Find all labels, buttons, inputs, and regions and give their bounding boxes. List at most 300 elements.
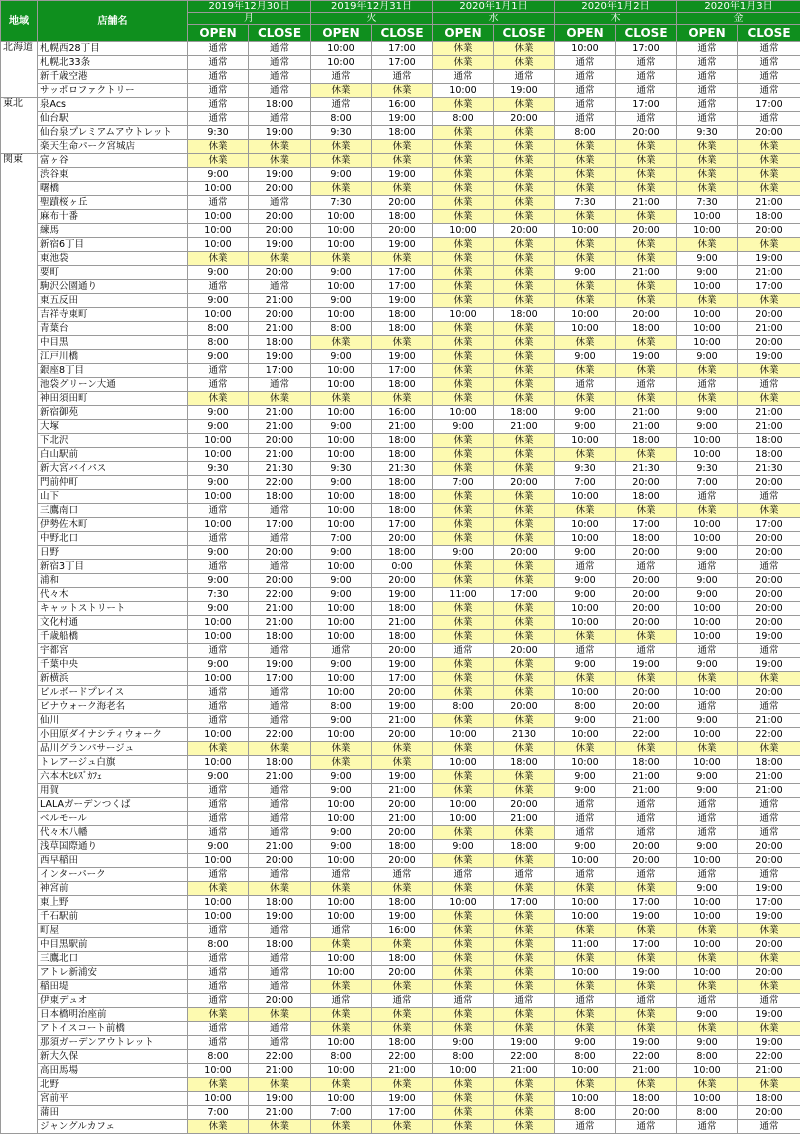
open-time-cell: 9:00	[188, 658, 249, 672]
close-time-cell: 18:00	[372, 476, 433, 490]
close-time-cell: 20:00	[616, 700, 677, 714]
close-time-cell: 17:00	[372, 280, 433, 294]
table-row	[1, 1078, 800, 1092]
open-time-cell: 10:00	[555, 322, 616, 336]
open-time-cell: 休業	[433, 518, 494, 532]
close-time-cell: 休業	[616, 154, 677, 168]
open-time-cell: 9:00	[677, 574, 738, 588]
close-time-cell: 20:00	[249, 224, 311, 238]
open-time-cell: 通常	[188, 812, 249, 826]
close-time-cell: 通常	[738, 56, 800, 70]
close-time-cell: 休業	[616, 280, 677, 294]
close-time-cell: 19:00	[249, 1092, 311, 1106]
open-time-cell: 休業	[677, 742, 738, 756]
open-time-cell: 休業	[433, 98, 494, 112]
open-time-cell: 9:00	[433, 1036, 494, 1050]
store-name-cell: 千葉中央	[38, 658, 188, 672]
close-time-cell: 20:00	[372, 798, 433, 812]
store-name-cell: 代々木	[38, 588, 188, 602]
close-time-cell: 18:00	[249, 630, 311, 644]
open-time-cell: 10:00	[433, 406, 494, 420]
store-name-cell: 東上野	[38, 896, 188, 910]
close-time-cell: 19:00	[372, 294, 433, 308]
open-time-cell: 通常	[188, 784, 249, 798]
open-time-cell: 9:00	[555, 714, 616, 728]
table-row	[1, 756, 800, 770]
close-time-cell: 20:00	[738, 616, 800, 630]
open-time-cell: 9:00	[555, 840, 616, 854]
open-time-cell: 10:00	[188, 896, 249, 910]
open-time-cell: 通常	[555, 560, 616, 574]
close-time-cell: 19:00	[738, 1008, 800, 1022]
open-time-cell: 休業	[433, 392, 494, 406]
close-time-cell: 休業	[372, 182, 433, 196]
open-time-cell: 10:00	[433, 728, 494, 742]
table-row	[1, 602, 800, 616]
close-time-cell: 18:00	[494, 840, 555, 854]
close-time-cell: 18:00	[372, 308, 433, 322]
table-row	[1, 490, 800, 504]
open-time-cell: 通常	[677, 378, 738, 392]
open-time-cell: 通常	[311, 644, 372, 658]
close-time-cell: 17:00	[494, 896, 555, 910]
open-time-cell: 10:00	[677, 630, 738, 644]
store-name-cell: 伊勢佐木町	[38, 518, 188, 532]
open-time-cell: 通常	[677, 868, 738, 882]
close-time-cell: 19:00	[616, 910, 677, 924]
close-time-cell: 20:00	[738, 840, 800, 854]
open-time-cell: 9:00	[677, 770, 738, 784]
open-time-cell: 10:00	[311, 910, 372, 924]
close-time-cell: 20:00	[738, 686, 800, 700]
open-time-cell: 休業	[433, 168, 494, 182]
day-date-header: 2020年1月3日	[677, 1, 800, 13]
open-header: OPEN	[188, 25, 249, 42]
open-time-cell: 休業	[555, 672, 616, 686]
close-time-cell: 18:00	[616, 322, 677, 336]
open-time-cell: 10:00	[311, 42, 372, 56]
open-time-cell: 10:00	[433, 798, 494, 812]
open-time-cell: 休業	[555, 742, 616, 756]
open-time-cell: 通常	[677, 112, 738, 126]
close-time-cell: 21:00	[738, 770, 800, 784]
close-time-cell: 19:00	[616, 350, 677, 364]
open-time-cell: 9:30	[555, 462, 616, 476]
close-time-cell: 休業	[494, 168, 555, 182]
open-time-cell: 10:00	[555, 224, 616, 238]
open-time-cell: 休業	[188, 252, 249, 266]
open-time-cell: 9:00	[677, 1036, 738, 1050]
close-time-cell: 21:00	[494, 420, 555, 434]
open-time-cell: 休業	[311, 1120, 372, 1134]
close-time-cell: 休業	[494, 252, 555, 266]
day-date-header: 2019年12月30日	[188, 1, 311, 13]
close-time-cell: 19:00	[249, 350, 311, 364]
close-time-cell: 21:00	[249, 406, 311, 420]
close-time-cell: 20:00	[616, 840, 677, 854]
close-time-cell: 18:00	[372, 840, 433, 854]
open-time-cell: 10:00	[555, 490, 616, 504]
close-time-cell: 休業	[372, 84, 433, 98]
close-time-cell: 22:00	[249, 588, 311, 602]
store-name-cell: 池袋グリーン大通	[38, 378, 188, 392]
open-time-cell: 通常	[677, 812, 738, 826]
open-time-cell: 8:00	[555, 126, 616, 140]
close-time-cell: 21:00	[249, 294, 311, 308]
close-time-cell: 18:00	[249, 756, 311, 770]
open-time-cell: 休業	[555, 630, 616, 644]
open-time-cell: 休業	[433, 210, 494, 224]
close-time-cell: 通常	[616, 994, 677, 1008]
table-row	[1, 1022, 800, 1036]
close-time-cell: 18:00	[494, 756, 555, 770]
close-time-cell: 20:00	[738, 966, 800, 980]
open-time-cell: 10:00	[311, 518, 372, 532]
table-row	[1, 518, 800, 532]
close-header: CLOSE	[372, 25, 433, 42]
close-time-cell: 20:00	[616, 588, 677, 602]
close-time-cell: 休業	[372, 392, 433, 406]
table-row	[1, 406, 800, 420]
close-time-cell: 19:00	[738, 1036, 800, 1050]
close-time-cell: 休業	[494, 1120, 555, 1134]
close-time-cell: 休業	[738, 672, 800, 686]
close-time-cell: 通常	[616, 826, 677, 840]
open-time-cell: 通常	[188, 42, 249, 56]
open-time-cell: 休業	[311, 154, 372, 168]
open-time-cell: 休業	[555, 210, 616, 224]
table-row	[1, 826, 800, 840]
close-time-cell: 通常	[616, 70, 677, 84]
open-time-cell: 10:00	[311, 210, 372, 224]
open-time-cell: 7:00	[188, 1106, 249, 1120]
close-time-cell: 休業	[616, 672, 677, 686]
store-name-cell: 大塚	[38, 420, 188, 434]
open-time-cell: 10:00	[555, 910, 616, 924]
open-time-cell: 7:30	[555, 196, 616, 210]
table-row	[1, 154, 800, 168]
open-time-cell: 通常	[188, 56, 249, 70]
store-name-cell: 日野	[38, 546, 188, 560]
close-time-cell: 20:00	[616, 854, 677, 868]
open-time-cell: 休業	[555, 924, 616, 938]
open-header: OPEN	[433, 25, 494, 42]
open-time-cell: 休業	[555, 980, 616, 994]
open-time-cell: 休業	[677, 182, 738, 196]
open-time-cell: 休業	[555, 1078, 616, 1092]
store-name-cell: 泉Acs	[38, 98, 188, 112]
store-name-cell: 仙川	[38, 714, 188, 728]
close-time-cell: 20:00	[738, 588, 800, 602]
close-time-cell: 19:00	[249, 910, 311, 924]
close-time-cell: 通常	[616, 56, 677, 70]
open-time-cell: 9:00	[188, 770, 249, 784]
close-time-cell: 休業	[494, 280, 555, 294]
close-time-cell: 21:30	[616, 462, 677, 476]
close-time-cell: 休業	[494, 826, 555, 840]
open-time-cell: 8:00	[188, 322, 249, 336]
store-name-cell: 門前仲町	[38, 476, 188, 490]
close-time-cell: 休業	[738, 980, 800, 994]
open-time-cell: 休業	[677, 672, 738, 686]
open-time-cell: 通常	[677, 700, 738, 714]
open-time-cell: 休業	[555, 364, 616, 378]
close-time-cell: 通常	[616, 1120, 677, 1134]
open-time-cell: 通常	[188, 644, 249, 658]
open-time-cell: 休業	[433, 658, 494, 672]
open-time-cell: 休業	[311, 84, 372, 98]
open-time-cell: 9:00	[677, 350, 738, 364]
close-time-cell: 21:00	[249, 420, 311, 434]
open-time-cell: 休業	[188, 154, 249, 168]
close-time-cell: 休業	[249, 154, 311, 168]
close-time-cell: 17:00	[616, 518, 677, 532]
open-time-cell: 10:00	[311, 434, 372, 448]
open-time-cell: 10:00	[555, 616, 616, 630]
close-time-cell: 休業	[372, 252, 433, 266]
close-time-cell: 20:00	[738, 546, 800, 560]
open-time-cell: 10:00	[555, 686, 616, 700]
store-column-header: 店舗名	[38, 1, 188, 42]
close-time-cell: 休業	[249, 1008, 311, 1022]
open-time-cell: 10:00	[433, 1064, 494, 1078]
table-row	[1, 910, 800, 924]
day-weekday-header: 金	[677, 13, 800, 25]
close-time-cell: 休業	[494, 714, 555, 728]
open-time-cell: 休業	[433, 910, 494, 924]
open-time-cell: 9:00	[555, 784, 616, 798]
open-time-cell: 9:00	[555, 406, 616, 420]
close-time-cell: 休業	[494, 126, 555, 140]
close-time-cell: 通常	[249, 112, 311, 126]
store-name-cell: 浅草国際通り	[38, 840, 188, 854]
open-time-cell: 10:00	[555, 42, 616, 56]
close-time-cell: 17:00	[616, 938, 677, 952]
close-time-cell: 通常	[249, 784, 311, 798]
open-time-cell: 7:00	[433, 476, 494, 490]
close-time-cell: 休業	[494, 966, 555, 980]
close-time-cell: 休業	[372, 1078, 433, 1092]
open-time-cell: 10:00	[188, 490, 249, 504]
open-time-cell: 9:00	[311, 476, 372, 490]
open-time-cell: 10:00	[555, 896, 616, 910]
open-time-cell: 9:00	[188, 406, 249, 420]
close-time-cell: 休業	[616, 882, 677, 896]
open-time-cell: 通常	[677, 798, 738, 812]
open-time-cell: 10:00	[677, 966, 738, 980]
close-time-cell: 19:00	[494, 84, 555, 98]
open-time-cell: 10:00	[311, 490, 372, 504]
close-time-cell: 20:00	[494, 112, 555, 126]
close-time-cell: 21:00	[616, 266, 677, 280]
close-time-cell: 19:00	[616, 966, 677, 980]
open-time-cell: 通常	[188, 966, 249, 980]
close-time-cell: 休業	[738, 504, 800, 518]
open-time-cell: 8:00	[188, 336, 249, 350]
region-cell: 関東	[1, 154, 38, 1134]
open-time-cell: 休業	[677, 952, 738, 966]
open-time-cell: 10:00	[188, 672, 249, 686]
open-time-cell: 10:00	[311, 504, 372, 518]
open-time-cell: 通常	[188, 98, 249, 112]
open-time-cell: 10:00	[677, 224, 738, 238]
table-row	[1, 616, 800, 630]
open-time-cell: 休業	[433, 1106, 494, 1120]
store-name-cell: 神田須田町	[38, 392, 188, 406]
close-time-cell: 19:00	[249, 658, 311, 672]
close-time-cell: 18:00	[616, 434, 677, 448]
close-time-cell: 休業	[616, 140, 677, 154]
day-date-header: 2019年12月31日	[311, 1, 433, 13]
open-time-cell: 通常	[555, 644, 616, 658]
open-time-cell: 10:00	[677, 336, 738, 350]
open-time-cell: 通常	[677, 98, 738, 112]
close-time-cell: 休業	[494, 434, 555, 448]
open-time-cell: 休業	[433, 294, 494, 308]
close-time-cell: 18:00	[616, 756, 677, 770]
open-time-cell: 10:00	[433, 756, 494, 770]
open-time-cell: 通常	[188, 1036, 249, 1050]
open-time-cell: 通常	[555, 84, 616, 98]
store-name-cell: 中目黒	[38, 336, 188, 350]
open-time-cell: 8:00	[433, 700, 494, 714]
close-time-cell: 通常	[249, 84, 311, 98]
open-time-cell: 9:00	[555, 574, 616, 588]
close-time-cell: 通常	[249, 714, 311, 728]
open-time-cell: 休業	[555, 448, 616, 462]
close-time-cell: 19:00	[372, 770, 433, 784]
open-time-cell: 10:00	[677, 532, 738, 546]
store-name-cell: 新横浜	[38, 672, 188, 686]
open-time-cell: 9:00	[677, 266, 738, 280]
table-row	[1, 1050, 800, 1064]
open-time-cell: 休業	[433, 238, 494, 252]
open-time-cell: 休業	[188, 1120, 249, 1134]
open-time-cell: 通常	[188, 826, 249, 840]
close-time-cell: 20:00	[616, 1106, 677, 1120]
store-name-cell: ベルモール	[38, 812, 188, 826]
table-row	[1, 1120, 800, 1134]
close-time-cell: 休業	[494, 490, 555, 504]
open-time-cell: 休業	[311, 756, 372, 770]
close-time-cell: 18:00	[372, 322, 433, 336]
close-time-cell: 18:00	[372, 490, 433, 504]
close-time-cell: 通常	[249, 952, 311, 966]
open-time-cell: 10:00	[311, 686, 372, 700]
open-time-cell: 通常	[677, 644, 738, 658]
table-row	[1, 952, 800, 966]
open-time-cell: 10:00	[188, 182, 249, 196]
open-time-cell: 休業	[555, 952, 616, 966]
open-time-cell: 10:00	[188, 1092, 249, 1106]
open-time-cell: 8:00	[677, 1050, 738, 1064]
open-time-cell: 休業	[555, 168, 616, 182]
close-time-cell: 21:00	[372, 1064, 433, 1078]
table-row	[1, 574, 800, 588]
open-time-cell: 10:00	[188, 518, 249, 532]
table-row	[1, 644, 800, 658]
open-time-cell: 10:00	[311, 672, 372, 686]
open-time-cell: 9:00	[677, 882, 738, 896]
close-time-cell: 21:00	[372, 420, 433, 434]
close-time-cell: 16:00	[372, 406, 433, 420]
open-time-cell: 通常	[677, 56, 738, 70]
open-time-cell: 10:00	[555, 1064, 616, 1078]
close-time-cell: 17:00	[249, 364, 311, 378]
table-row	[1, 434, 800, 448]
close-time-cell: 休業	[249, 1120, 311, 1134]
open-time-cell: 休業	[677, 392, 738, 406]
open-time-cell: 休業	[555, 252, 616, 266]
close-time-cell: 通常	[738, 826, 800, 840]
close-time-cell: 20:00	[738, 336, 800, 350]
close-time-cell: 通常	[738, 868, 800, 882]
open-time-cell: 通常	[188, 280, 249, 294]
close-time-cell: 22:00	[738, 728, 800, 742]
close-time-cell: 17:00	[738, 896, 800, 910]
close-time-cell: 休業	[372, 140, 433, 154]
close-time-cell: 通常	[494, 994, 555, 1008]
table-row	[1, 42, 800, 56]
table-row	[1, 672, 800, 686]
table-row	[1, 350, 800, 364]
store-name-cell: 三鷹南口	[38, 504, 188, 518]
store-name-cell: 六本木ﾋﾙｽﾞｶﾌｪ	[38, 770, 188, 784]
close-time-cell: 20:00	[249, 182, 311, 196]
store-name-cell: 東五反田	[38, 294, 188, 308]
close-time-cell: 休業	[494, 154, 555, 168]
store-name-cell: 神宮前	[38, 882, 188, 896]
close-time-cell: 休業	[616, 182, 677, 196]
open-time-cell: 10:00	[677, 1092, 738, 1106]
close-time-cell: 通常	[738, 84, 800, 98]
close-time-cell: 21:00	[738, 266, 800, 280]
open-time-cell: 10:00	[188, 238, 249, 252]
close-time-cell: 18:00	[738, 434, 800, 448]
close-time-cell: 休業	[616, 1022, 677, 1036]
open-time-cell: 9:00	[555, 1036, 616, 1050]
open-time-cell: 9:00	[311, 840, 372, 854]
close-time-cell: 21:00	[738, 406, 800, 420]
open-time-cell: 10:00	[311, 378, 372, 392]
close-time-cell: 通常	[372, 994, 433, 1008]
open-time-cell: 通常	[555, 826, 616, 840]
open-time-cell: 9:00	[555, 770, 616, 784]
table-row	[1, 462, 800, 476]
close-time-cell: 休業	[616, 392, 677, 406]
close-time-cell: 通常	[738, 644, 800, 658]
open-time-cell: 10:00	[311, 364, 372, 378]
close-time-cell: 17:00	[372, 42, 433, 56]
close-time-cell: 休業	[494, 322, 555, 336]
table-row	[1, 378, 800, 392]
open-time-cell: 10:00	[311, 728, 372, 742]
close-time-cell: 17:00	[738, 518, 800, 532]
open-time-cell: 休業	[433, 434, 494, 448]
close-time-cell: 休業	[494, 924, 555, 938]
table-row	[1, 798, 800, 812]
open-time-cell: 9:00	[311, 168, 372, 182]
open-time-cell: 7:00	[311, 1106, 372, 1120]
day-date-header: 2020年1月2日	[555, 1, 677, 13]
store-name-cell: 下北沢	[38, 434, 188, 448]
store-name-cell: 麻布十番	[38, 210, 188, 224]
open-time-cell: 10:00	[677, 434, 738, 448]
open-time-cell: 通常	[311, 924, 372, 938]
close-time-cell: 21:00	[738, 714, 800, 728]
close-time-cell: 通常	[738, 560, 800, 574]
open-time-cell: 通常	[677, 560, 738, 574]
